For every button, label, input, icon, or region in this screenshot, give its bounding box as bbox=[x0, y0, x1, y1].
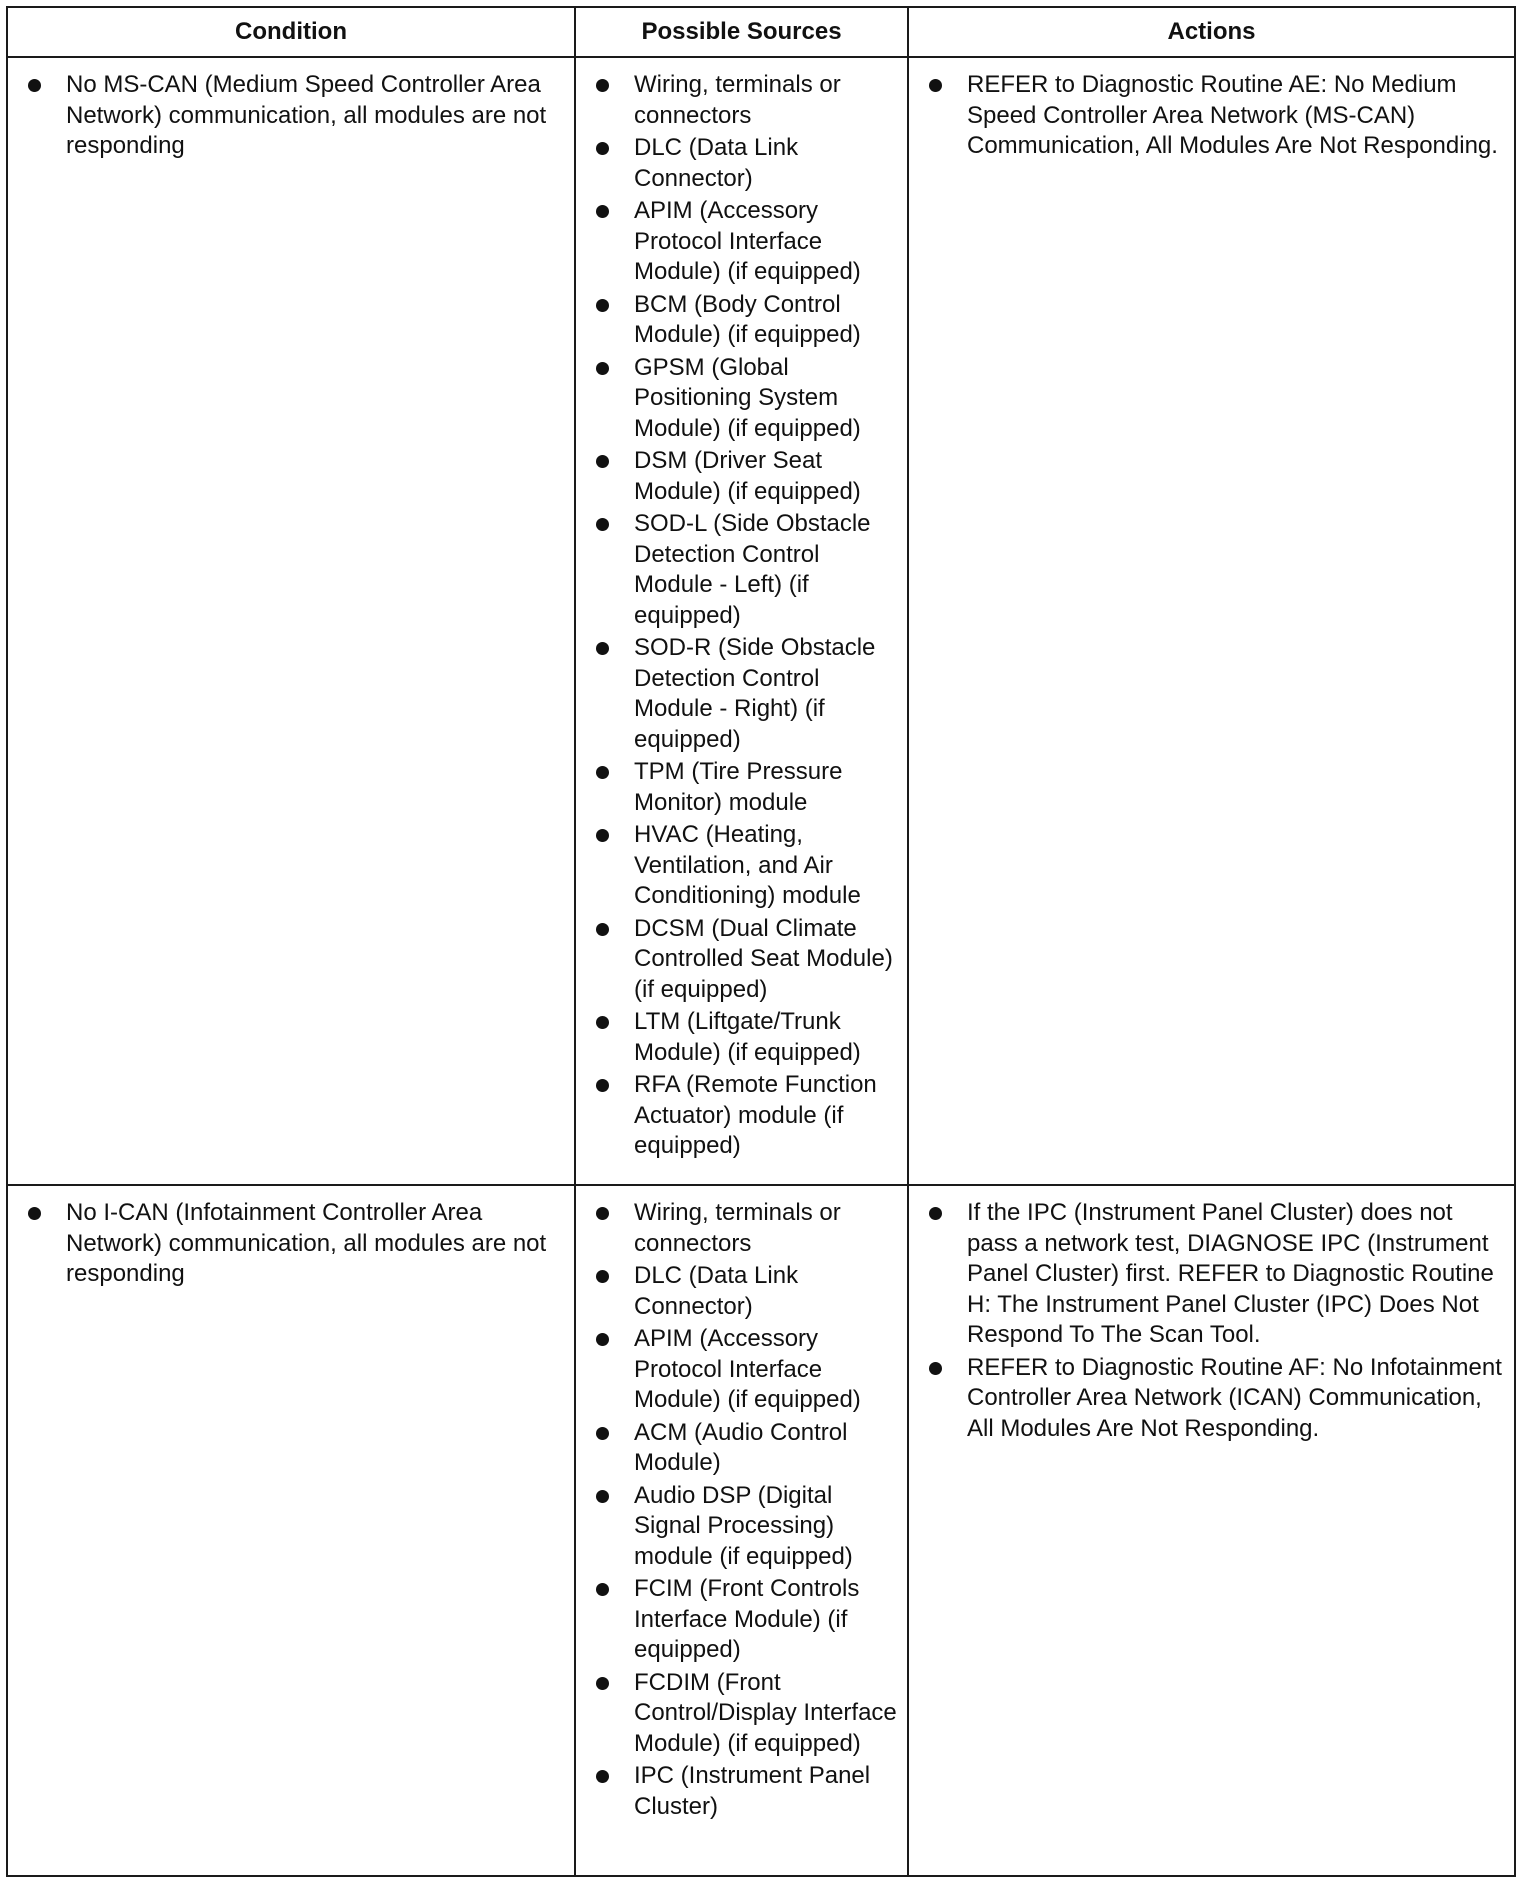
actions-cell bbox=[908, 57, 1515, 1185]
action-item: REFER to Diagnostic Routine AF: No Infotainment Controller Area Network (ICAN) Communication, All Modules Are Not Responding. bbox=[927, 1353, 1504, 1445]
condition-list bbox=[26, 70, 564, 162]
header-actions: Actions bbox=[908, 7, 1515, 57]
condition-item: No I-CAN (Infotainment Controller Area Network) communication, all modules are not responding bbox=[26, 1198, 564, 1290]
source-item: APIM (Accessory Protocol Interface Module) (if equipped) bbox=[594, 1324, 897, 1416]
source-item: DLC (Data Link Connector) bbox=[594, 1261, 897, 1322]
source-item: FCIM (Front Controls Interface Module) (if equipped) bbox=[594, 1574, 897, 1666]
actions-list bbox=[927, 70, 1504, 162]
source-item: FCDIM (Front Control/Display Interface Module) (if equipped) bbox=[594, 1668, 897, 1760]
source-item: DLC (Data Link Connector) bbox=[594, 133, 897, 194]
source-item: RFA (Remote Function Actuator) module (if equipped) bbox=[594, 1070, 897, 1162]
sources-cell bbox=[575, 1185, 908, 1876]
source-item: SOD-R (Side Obstacle Detection Control Module - Right) (if equipped) bbox=[594, 633, 897, 755]
source-item: DCSM (Dual Climate Controlled Seat Module) (if equipped) bbox=[594, 914, 897, 1006]
condition-item: No MS-CAN (Medium Speed Controller Area Network) communication, all modules are not responding bbox=[26, 70, 564, 162]
sources-list bbox=[594, 70, 897, 1162]
action-item: REFER to Diagnostic Routine AE: No Medium Speed Controller Area Network (MS-CAN) Communication, All Modules Are Not Responding. bbox=[927, 70, 1504, 162]
table-row bbox=[7, 1185, 1515, 1876]
sources-list bbox=[594, 1198, 897, 1822]
table-row bbox=[7, 57, 1515, 1185]
header-possible-sources: Possible Sources bbox=[575, 7, 908, 57]
condition-cell bbox=[7, 57, 575, 1185]
sources-cell bbox=[575, 57, 908, 1185]
header-condition: Condition bbox=[7, 7, 575, 57]
actions-cell bbox=[908, 1185, 1515, 1876]
table-header-row bbox=[7, 7, 1515, 57]
source-item: LTM (Liftgate/Trunk Module) (if equipped) bbox=[594, 1007, 897, 1068]
condition-cell bbox=[7, 1185, 575, 1876]
source-item: TPM (Tire Pressure Monitor) module bbox=[594, 757, 897, 818]
source-item: IPC (Instrument Panel Cluster) bbox=[594, 1761, 897, 1822]
source-item: ACM (Audio Control Module) bbox=[594, 1418, 897, 1479]
source-item: DSM (Driver Seat Module) (if equipped) bbox=[594, 446, 897, 507]
source-item: HVAC (Heating, Ventilation, and Air Conditioning) module bbox=[594, 820, 897, 912]
source-item: Wiring, terminals or connectors bbox=[594, 70, 897, 131]
source-item: SOD-L (Side Obstacle Detection Control Module - Left) (if equipped) bbox=[594, 509, 897, 631]
condition-list bbox=[26, 1198, 564, 1290]
action-item: If the IPC (Instrument Panel Cluster) does not pass a network test, DIAGNOSE IPC (Instrument Panel Cluster) first. REFER to Diagnostic Routine H: The Instrument Panel Cluster (IPC) Does Not Respond To The Scan Tool. bbox=[927, 1198, 1504, 1351]
source-item: GPSM (Global Positioning System Module) (if equipped) bbox=[594, 353, 897, 445]
source-item: Audio DSP (Digital Signal Processing) module (if equipped) bbox=[594, 1481, 897, 1573]
source-item: BCM (Body Control Module) (if equipped) bbox=[594, 290, 897, 351]
diagnostic-table bbox=[6, 6, 1516, 1877]
actions-list bbox=[927, 1198, 1504, 1444]
source-item: Wiring, terminals or connectors bbox=[594, 1198, 897, 1259]
source-item: APIM (Accessory Protocol Interface Module) (if equipped) bbox=[594, 196, 897, 288]
